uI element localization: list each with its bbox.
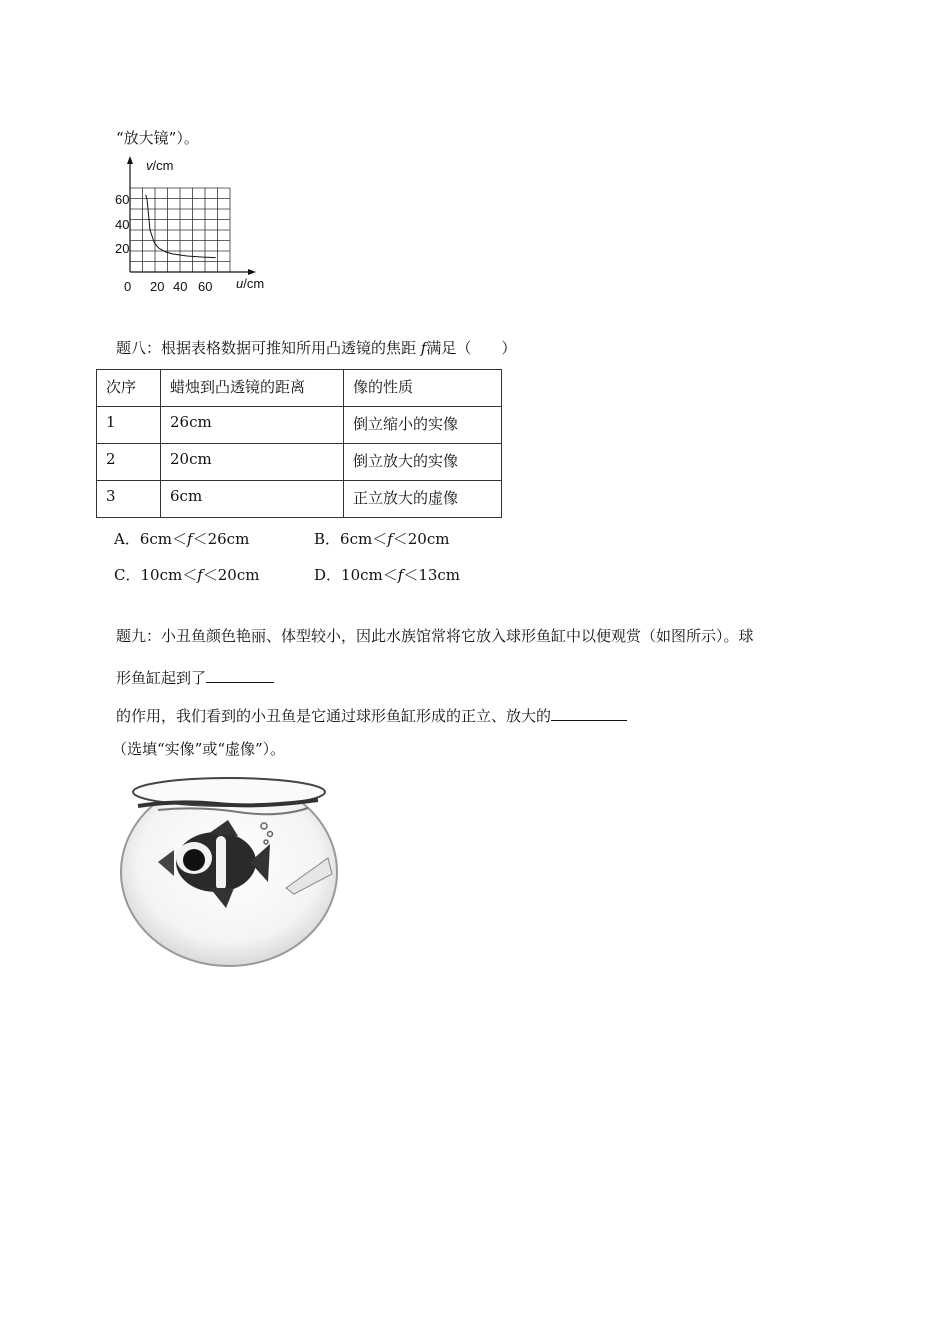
table-row <box>97 407 502 444</box>
option-c-post: ＜20cm <box>202 566 260 584</box>
graph-grid <box>130 188 230 272</box>
y-tick-20: 20 <box>115 241 130 256</box>
cell-image-nature: 正立放大的虚像 <box>344 481 502 518</box>
x-tick-0: 0 <box>124 279 132 294</box>
x-tick-20: 20 <box>150 279 165 294</box>
q9-line-1: 题九：小丑鱼颜色艳丽、体型较小，因此水族馆常将它放入球形鱼缸中以便观赏（如图所示）。球 <box>116 627 754 645</box>
option-b-post: ＜20cm <box>392 530 450 548</box>
q8-suffix: 满足（ ） <box>426 339 517 357</box>
y-axis-label: v/cm <box>146 158 174 173</box>
fishbowl-illustration <box>118 770 340 970</box>
table-row <box>97 444 502 481</box>
x-tick-40: 40 <box>173 279 188 294</box>
option-b-f: f <box>387 530 393 548</box>
cell-distance: 6cm <box>161 481 344 518</box>
option-d[interactable] <box>314 565 460 585</box>
x-axis-label: u/cm <box>236 276 265 291</box>
cell-order: 2 <box>97 444 161 481</box>
q9-line-4: （选填“实像”或“虚像”）。 <box>112 740 286 758</box>
q8-focal-symbol: f <box>420 339 427 357</box>
option-b-pre: B．6cm＜ <box>314 530 388 548</box>
option-b[interactable] <box>314 529 449 549</box>
blank-1[interactable] <box>206 666 274 683</box>
y-tick-60: 60 <box>115 192 130 207</box>
q8-prefix: 题八：根据表格数据可推知所用凸透镜的焦距 <box>116 339 421 357</box>
q9-line-3-text: 的作用，我们看到的小丑鱼是它通过球形鱼缸形成的正立、放大的 <box>116 707 552 725</box>
x-tick-60: 60 <box>198 279 213 294</box>
header-distance: 蜡烛到凸透镜的距离 <box>161 370 344 407</box>
option-d-post: ＜13cm <box>403 566 461 584</box>
q7-text-tail: “放大镜”）。 <box>116 129 199 147</box>
option-c[interactable] <box>114 565 259 585</box>
option-c-pre: C．10cm＜ <box>114 566 198 584</box>
q9-line-3 <box>116 704 627 726</box>
q9-line-2 <box>116 666 274 688</box>
q9-line-2-text: 形鱼缸起到了 <box>116 669 207 687</box>
table-row <box>97 481 502 518</box>
option-d-pre: D．10cm＜ <box>314 566 398 584</box>
y-axis-arrow <box>127 156 133 164</box>
cell-order: 1 <box>97 407 161 444</box>
cell-order: 3 <box>97 481 161 518</box>
x-axis-arrow <box>248 269 256 275</box>
y-tick-40: 40 <box>115 217 130 232</box>
table-header-row <box>97 370 502 407</box>
option-a-f: f <box>187 530 193 548</box>
header-order: 次序 <box>97 370 161 407</box>
option-a[interactable] <box>114 529 249 549</box>
cell-distance: 26cm <box>161 407 344 444</box>
cell-distance: 20cm <box>161 444 344 481</box>
q8-question <box>116 338 516 358</box>
option-d-f: f <box>397 566 404 584</box>
option-c-f: f <box>197 566 203 584</box>
header-image-nature: 像的性质 <box>344 370 502 407</box>
lens-data-table <box>96 369 502 518</box>
v-u-graph <box>108 152 278 297</box>
cell-image-nature: 倒立缩小的实像 <box>344 407 502 444</box>
option-a-post: ＜26cm <box>192 530 250 548</box>
cell-image-nature: 倒立放大的实像 <box>344 444 502 481</box>
option-a-pre: A．6cm＜ <box>114 530 188 548</box>
blank-2[interactable] <box>551 704 627 721</box>
